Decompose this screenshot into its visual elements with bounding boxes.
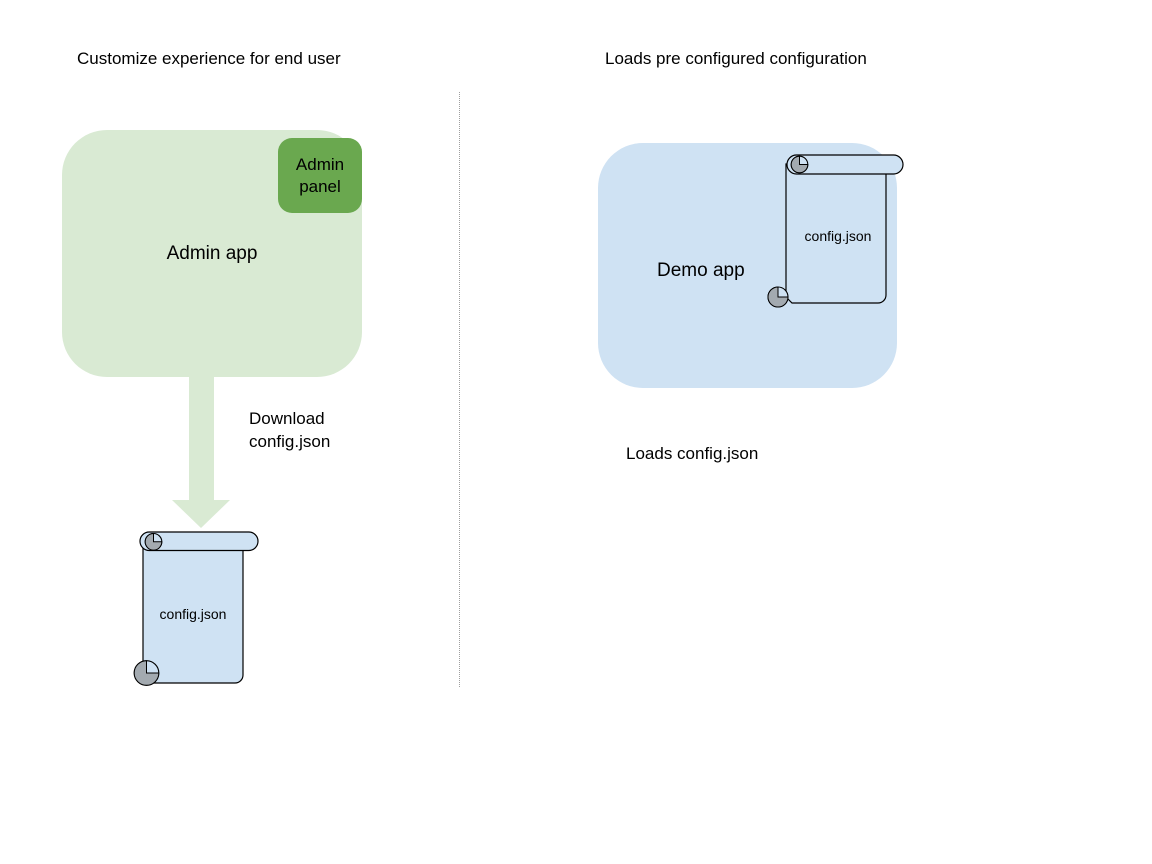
loads-config-caption: Loads config.json [626, 444, 759, 463]
config-json-scroll-left [120, 528, 266, 694]
demo-app-label: Demo app [657, 260, 745, 281]
config-json-scroll-right [765, 150, 915, 316]
download-arrow-shape [172, 375, 230, 528]
left-scroll-file-label: config.json [159, 606, 227, 622]
admin-panel-label: Admin panel [295, 154, 345, 196]
section-divider-line [459, 92, 460, 687]
download-arrow-caption: Download config.json [249, 409, 331, 451]
right-scroll-file-label: config.json [804, 228, 872, 244]
right-section-title: Loads pre configured configuration [605, 49, 867, 68]
left-section-title: Customize experience for end user [77, 49, 341, 68]
admin-app-label: Admin app [166, 243, 258, 264]
admin-app-box [62, 130, 362, 377]
admin-panel-box [278, 138, 362, 213]
download-arrow-icon [169, 375, 233, 529]
